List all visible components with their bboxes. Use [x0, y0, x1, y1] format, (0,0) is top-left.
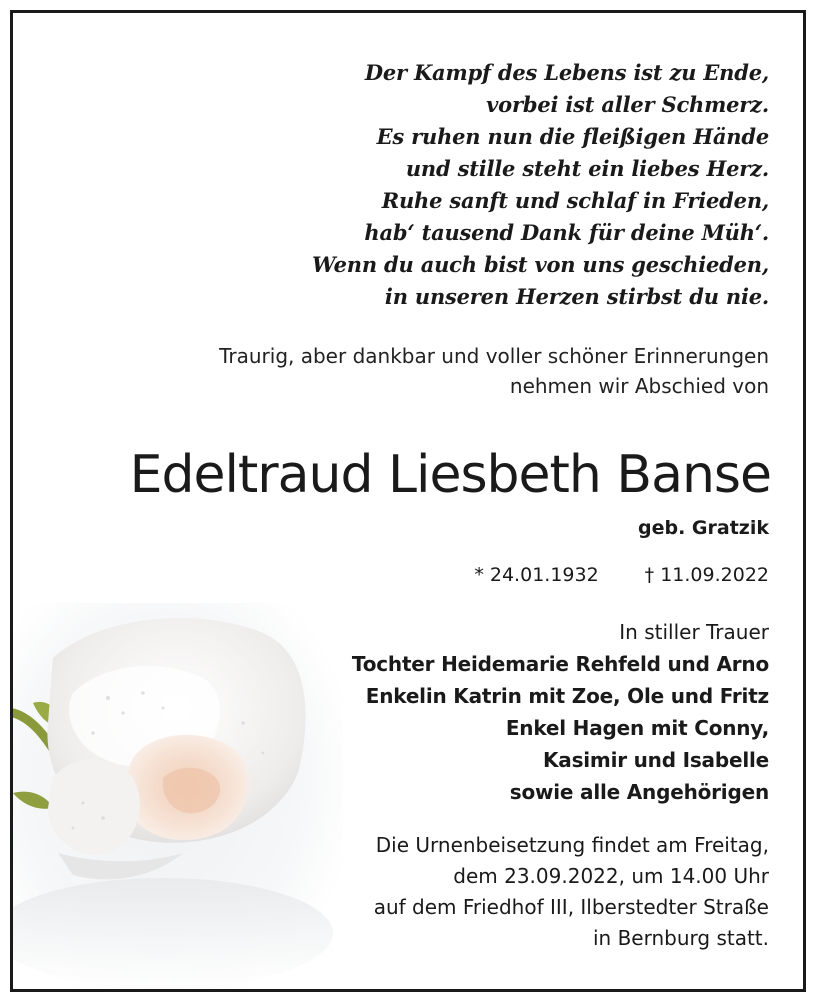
burial-line: auf dem Friedhof III, Ilberstedter Straße	[373, 895, 769, 919]
mourners-lead: In stiller Trauer	[619, 620, 769, 644]
poem-line: Der Kampf des Lebens ist zu Ende,	[364, 60, 769, 85]
burial-line: in Bernburg statt.	[592, 926, 769, 950]
obituary-notice	[10, 10, 806, 992]
poem-line: Ruhe sanft und schlaf in Frieden,	[381, 188, 769, 213]
poem-line: hab‘ tausend Dank für deine Müh‘.	[364, 220, 769, 245]
intro-line: Traurig, aber dankbar und voller schöner Erinnerungen	[219, 344, 769, 368]
poem-line: Wenn du auch bist von uns geschieden,	[311, 252, 769, 277]
death-date: † 11.09.2022	[644, 564, 769, 586]
mourner-line: Kasimir und Isabelle	[542, 748, 769, 772]
mourner-line: Enkel Hagen mit Conny,	[505, 716, 769, 740]
poem-line: und stille steht ein liebes Herz.	[405, 156, 769, 181]
white-rose-image	[13, 603, 343, 992]
poem-line: Es ruhen nun die fleißigen Hände	[376, 124, 769, 149]
intro-line: nehmen wir Abschied von	[509, 374, 769, 398]
mourner-line: Tochter Heidemarie Rehfeld und Arno	[351, 652, 769, 676]
burial-line: Die Urnenbeisetzung findet am Freitag,	[375, 833, 769, 857]
poem-line: vorbei ist aller Schmerz.	[486, 92, 769, 117]
deceased-name: Edeltraud Liesbeth Banse	[129, 445, 771, 505]
mourners-list	[352, 616, 769, 808]
burial-line: dem 23.09.2022, um 14.00 Uhr	[453, 864, 769, 888]
mourner-line: Enkelin Katrin mit Zoe, Ole und Fritz	[365, 684, 769, 708]
poem-line: in unseren Herzen stirbst du nie.	[384, 284, 769, 309]
mourner-line: sowie alle Angehörigen	[509, 780, 769, 804]
birth-date: * 24.01.1932	[474, 564, 599, 586]
life-dates	[428, 561, 769, 589]
birth-name: geb. Gratzik	[638, 517, 769, 539]
burial-info	[374, 830, 769, 954]
memorial-poem	[312, 57, 769, 313]
intro-text	[219, 341, 769, 401]
